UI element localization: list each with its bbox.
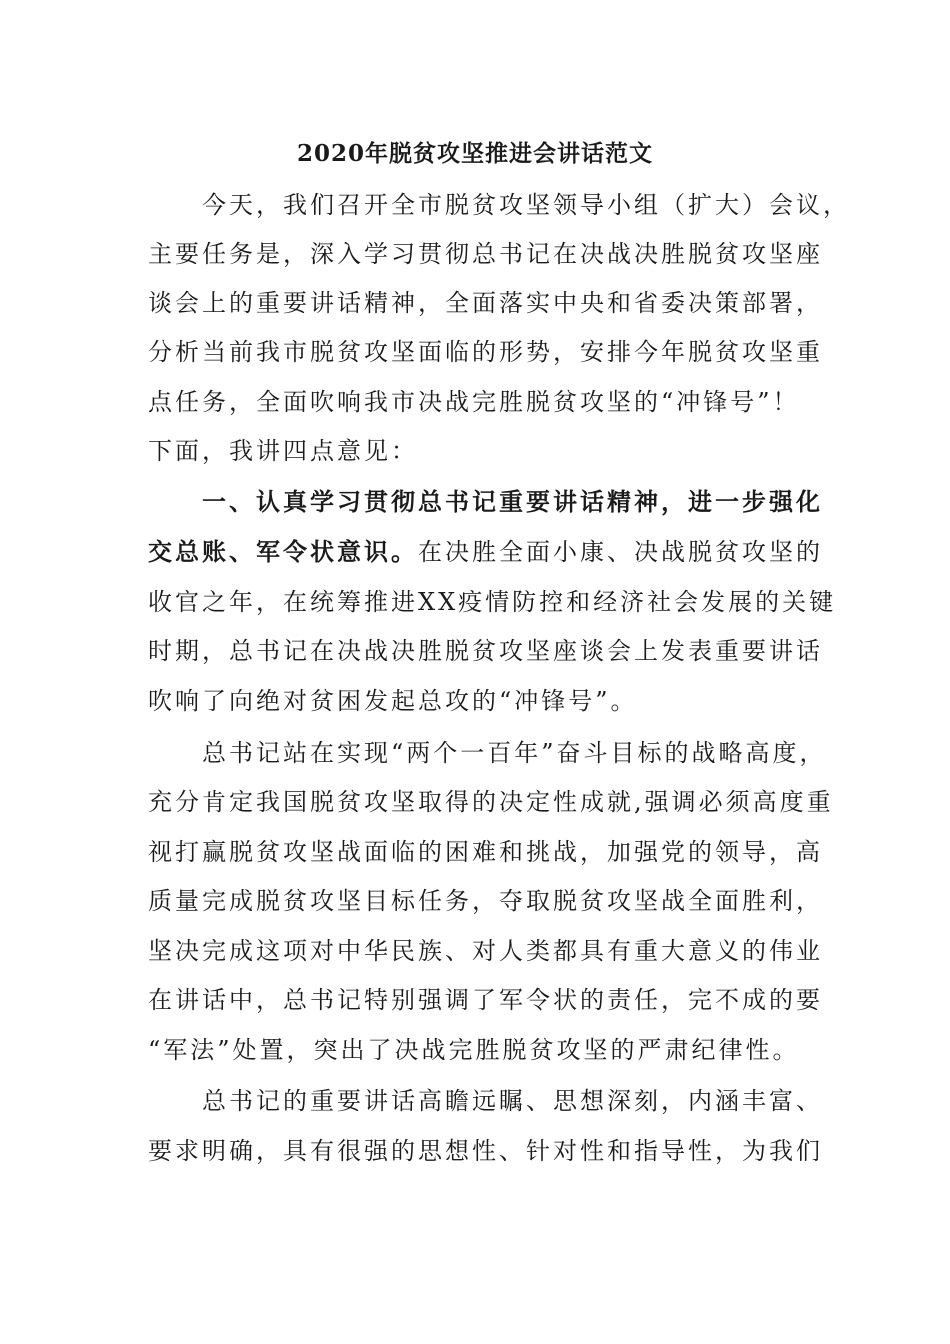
paragraph-line: 收官之年，在统筹推进XX疫情防控和经济社会发展的关键 (148, 588, 837, 616)
document-title: 2020年脱贫攻坚推进会讲话范文 (296, 140, 653, 167)
paragraph-line: 总书记的重要讲话高瞻远瞩、思想深刻，内涵丰富、 (148, 1087, 823, 1115)
paragraph-line: 质量完成脱贫攻坚目标任务，夺取脱贫攻坚战全面胜利， (148, 887, 823, 915)
paragraph-line: 总书记站在实现“两个一百年”奋斗目标的战略高度， (148, 739, 827, 767)
paragraph-line: 坚决完成这项对中华民族、对人类都具有重大意义的伟业 (148, 937, 823, 965)
paragraph-line: 视打赢脱贫攻坚战面临的困难和挑战，加强党的领导，高 (148, 838, 823, 866)
paragraph-line: 今天，我们召开全市脱贫攻坚领导小组（扩大）会议， (148, 191, 850, 219)
paragraph-line: 充分肯定我国脱贫攻坚取得的决定性成就,强调必须高度重 (148, 788, 834, 816)
section-heading-tail: 交总账、军令状意识。 (148, 537, 418, 566)
paragraph-text: 在决胜全面小康、决战脱贫攻坚的 (418, 538, 823, 566)
paragraph-line: 要求明确，具有很强的思想性、针对性和指导性，为我们 (148, 1137, 823, 1165)
paragraph-line: 下面，我讲四点意见： (148, 437, 418, 465)
paragraph-line: 主要任务是，深入学习贯彻总书记在决战决胜脱贫攻坚座 (148, 240, 823, 268)
paragraph-line: 在讲话中，总书记特别强调了军令状的责任，完不成的要 (148, 986, 823, 1014)
paragraph-line: 分析当前我市脱贫攻坚面临的形势，安排今年脱贫攻坚重 (148, 338, 823, 366)
paragraph-line: 谈会上的重要讲话精神，全面落实中央和省委决策部署， (148, 289, 823, 317)
paragraph-line: 吹响了向绝对贫困发起总攻的“冲锋号”。 (148, 687, 638, 715)
section-heading-line: 一、认真学习贯彻总书记重要讲话精神，进一步强化 (148, 487, 823, 516)
paragraph-line: 时期，总书记在决战决胜脱贫攻坚座谈会上发表重要讲话 (148, 637, 823, 665)
paragraph-line: 点任务，全面吹响我市决战完胜脱贫攻坚的“冲锋号”！ (148, 388, 800, 416)
paragraph-line: “军法”处置，突出了决战完胜脱贫攻坚的严肃纪律性。 (148, 1036, 800, 1064)
paragraph-line (148, 534, 823, 570)
